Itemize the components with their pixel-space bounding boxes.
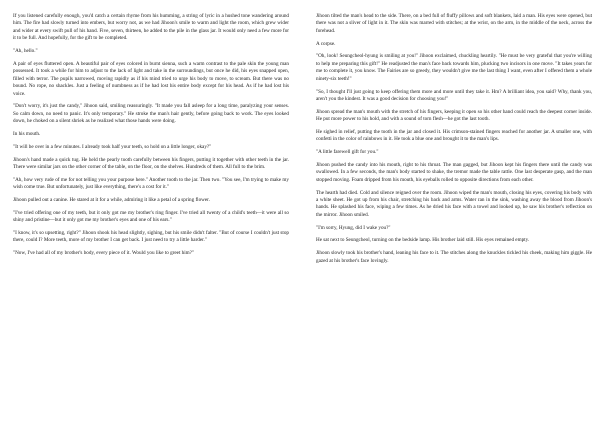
paragraph: "Don't worry, it's just the candy," Jihoon said, smiling reassuringly. "It made you fall asleep for a long time, paralyzing your senses. So calm down, no need to panic. It's only temporary." He stroke the man's hair gently, before going back to work. The eyes looked down, he choked on a silent shriek as he realized what those hands were doing. <box>13 103 289 125</box>
paragraph: Jihoon's hand made a quick tug. He held the pearly tooth carefully between his fingers, putting it together with other teeth in the jar. There were similar jars on the other corner of the table, on the floor, on the shelves. Hundreds of them. All full to the brim. <box>13 156 289 171</box>
paragraph: "I know, it's so upsetting, right?" Jihoon shook his head slightly, sighing, but his smile didn't falter. "But of course I couldn't just stop there, could I? More teeth, more of my brother I can get back. I just need to try a little harder." <box>13 229 289 244</box>
paragraph: A pair of eyes fluttered open. A beautiful pair of eyes colored in burnt sienna, such a warm contrast to the pale skin the young man possessed. It took a while for him to adjust to the lack of light and take in the surroundings, but once he did, his eyes snapped open, filled with terror. The pupils narrowed, moving rapidly as if his mind tried to urge his body to move, to scream. But there was no bound. No rope, no shackles. Just a feeling of numbness as if he had lost his entire body except for his head. As if he had lost his voice. <box>13 60 289 97</box>
paragraph: "I've tried offering one of my teeth, but it only got me my brother's ring finger. I've tried all twenty of a child's teeth—it were all so shiny and pristine—but it only got me my brother's eyes and one of his ears." <box>13 209 289 224</box>
paragraph: He sighed in relief, putting the tooth in the jar and closed it. His crimson-stained fingers reached for another jar. A smaller one, with confetti in the color of rainbows in it. He took a blue one and brought it to the man's lips. <box>316 128 592 143</box>
paragraph: "Ah, hello." <box>13 48 38 55</box>
paragraph: He sat next to Seungcheol, turning on the bedside lamp. His brother laid still. His eyes remained empty. <box>316 237 530 244</box>
right-text-column <box>316 13 592 270</box>
paragraph: Jihoon pulled out a canine. He stared at it for a while, admiring it like a petal of a spring flower. <box>13 196 210 203</box>
paragraph: Jihoon slowly took his brother's hand, leaning his face to it. The stitches along the knuckles tickled his cheek, making him giggle. He gazed at his brother's face lovingly. <box>316 250 592 264</box>
paragraph: A corpse. <box>316 40 336 47</box>
paragraph: Jihoon tilted the man's head to the side. There, on a bed full of fluffy pillows and soft blankets, laid a man. His eyes were opened, but there was not a sliver of light in it. The skin was marred with stitches; at the wrist, on the arm, in the middle of the neck, across the forehead. <box>316 13 592 34</box>
paragraph: Jihoon pushed the candy into his mouth, right to his throat. The man gagged, but Jihoon kept his fingers there until the candy was swallowed. In a few seconds, the man's body started to shake, the tremor made the table rattle. One last desperate gasp, and the man stopped moving. Foam dripped from his mouth, his eyeballs rolled to opposite directions from each other. <box>316 161 592 183</box>
paragraph: "I'm sorry, Hyung, did I wake you?" <box>316 224 391 231</box>
paragraph: The hearth had died. Cold and silence reigned over the room. Jihoon wiped the man's mouth, closing his eyes, covering his body with a white sheet. He got up from his chair, stretching his back and arms. Water ran in the sink, washing away the blood from Jihoon's hands. He splashed his face, wiping a few times. As he dried his face with a towel and looked up, he saw his brother's reflection on the mirror. Jihoon smiled. <box>316 189 592 218</box>
paragraph: "Oh, look! Seungcheol-hyung is smiling at you!" Jihoon exclaimed, chuckling heartily. "He must be very grateful that you're willing to help me preparing this gift!" He readjusted the man's face back towards him, plucking two incisors in one move. "It takes years for me to complete it, you know. The Fairies are so greedy, they wouldn't give me the last thing I want, even after I offered them a whole ninety-six teeth!" <box>316 53 592 82</box>
paragraph: "Ah, how very rude of me for not telling you your purpose here." Another tooth to the jar. Then two. "You see, I'm trying to make my wish come true. But unfortunately, just like everything, there's a cost for it." <box>13 176 289 191</box>
paragraph: "Now, I've had all of my brother's body, every piece of it. Would you like to greet him?" <box>13 250 195 257</box>
paragraph: If you listened carefully enough, you'd catch a certain rhyme from his humming, a string of lyric in a hushed tone wandering around him. The fire had slowly turned into embers, but worry not, as we had Jihoon's smile to warm and light the room, which grew wider and wider at every swift pull of his hand. Five, seven, thirteen, he added to the pile in the glass jar. It would only need a few more for it to be full. And hopefully, for the gift to be completed. <box>13 13 289 42</box>
left-text-column <box>13 13 289 263</box>
paragraph: "It will be over in a few minutes. I already took half your teeth, so hold on a little longer, okay?" <box>13 143 212 150</box>
paragraph: "A little farewell gift for you." <box>316 149 379 156</box>
paragraph: In his mouth. <box>13 131 41 138</box>
paragraph: Jihoon spread the man's mouth with the stretch of his fingers, keeping it open so his other hand could reach the deepest corner inside. He put more power to his hold, and with a sound of torn flesh—he got the last tooth. <box>316 108 592 123</box>
paragraph: "So, I thought I'll just going to keep offering them more and more until they take it. Hm? A brilliant idea, you said? Why, thank you, aren't you the kindest. It was a good decision for choosing you!" <box>316 88 592 102</box>
